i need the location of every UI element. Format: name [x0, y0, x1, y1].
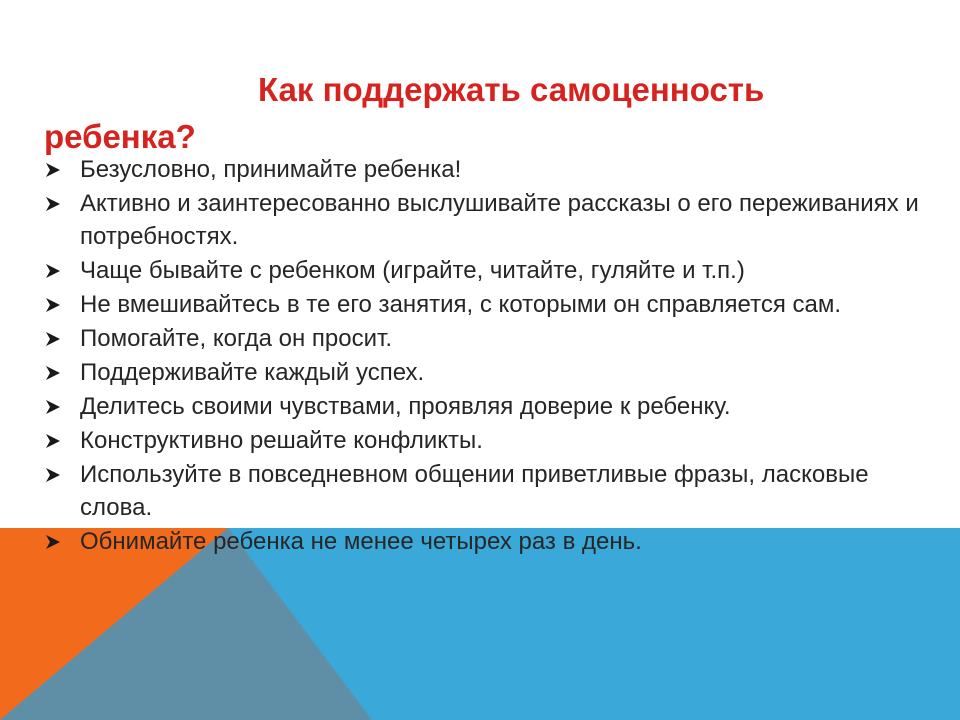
list-item-text: Помогайте, когда он просит.	[80, 325, 393, 352]
list-item	[44, 153, 924, 186]
list-item-text: Делитесь своими чувствами, проявляя доверие к ребенку.	[80, 393, 731, 420]
list-item-text: Чаще бывайте с ребенком (играйте, читайте, гуляйте и т.п.)	[80, 257, 745, 284]
bullet-list	[44, 153, 924, 559]
list-item	[44, 390, 924, 423]
list-item	[44, 322, 924, 355]
list-item	[44, 187, 924, 253]
arrowhead-bullet-icon	[44, 263, 62, 279]
list-item-text: Конструктивно решайте конфликты.	[80, 427, 483, 454]
list-item	[44, 288, 924, 321]
list-item-text: Не вмешивайтесь в те его занятия, с которыми он справляется сам.	[80, 291, 842, 318]
list-item	[44, 458, 924, 524]
list-item-text: Активно и заинтересованно выслушивайте рассказы о его переживаниях и потребностях.	[80, 190, 919, 250]
arrowhead-bullet-icon	[44, 399, 62, 415]
arrowhead-bullet-icon	[44, 297, 62, 313]
arrowhead-bullet-icon	[44, 433, 62, 449]
list-item	[44, 356, 924, 389]
list-item-text: Используйте в повседневном общении приветливые фразы, ласковые слова.	[80, 461, 869, 521]
arrowhead-bullet-icon	[44, 534, 62, 550]
list-item-text: Обнимайте ребенка не менее четырех раз в день.	[80, 528, 642, 555]
list-item-text: Безусловно, принимайте ребенка!	[80, 156, 462, 183]
slide-title: Как поддержать самоценность ребенка?	[44, 71, 765, 155]
list-item-text: Поддерживайте каждый успех.	[80, 359, 425, 386]
arrowhead-bullet-icon	[44, 467, 62, 483]
arrowhead-bullet-icon	[44, 331, 62, 347]
arrowhead-bullet-icon	[44, 162, 62, 178]
arrowhead-bullet-icon	[44, 196, 62, 212]
list-item	[44, 525, 924, 558]
arrowhead-bullet-icon	[44, 365, 62, 381]
list-item	[44, 254, 924, 287]
list-item	[44, 424, 924, 457]
